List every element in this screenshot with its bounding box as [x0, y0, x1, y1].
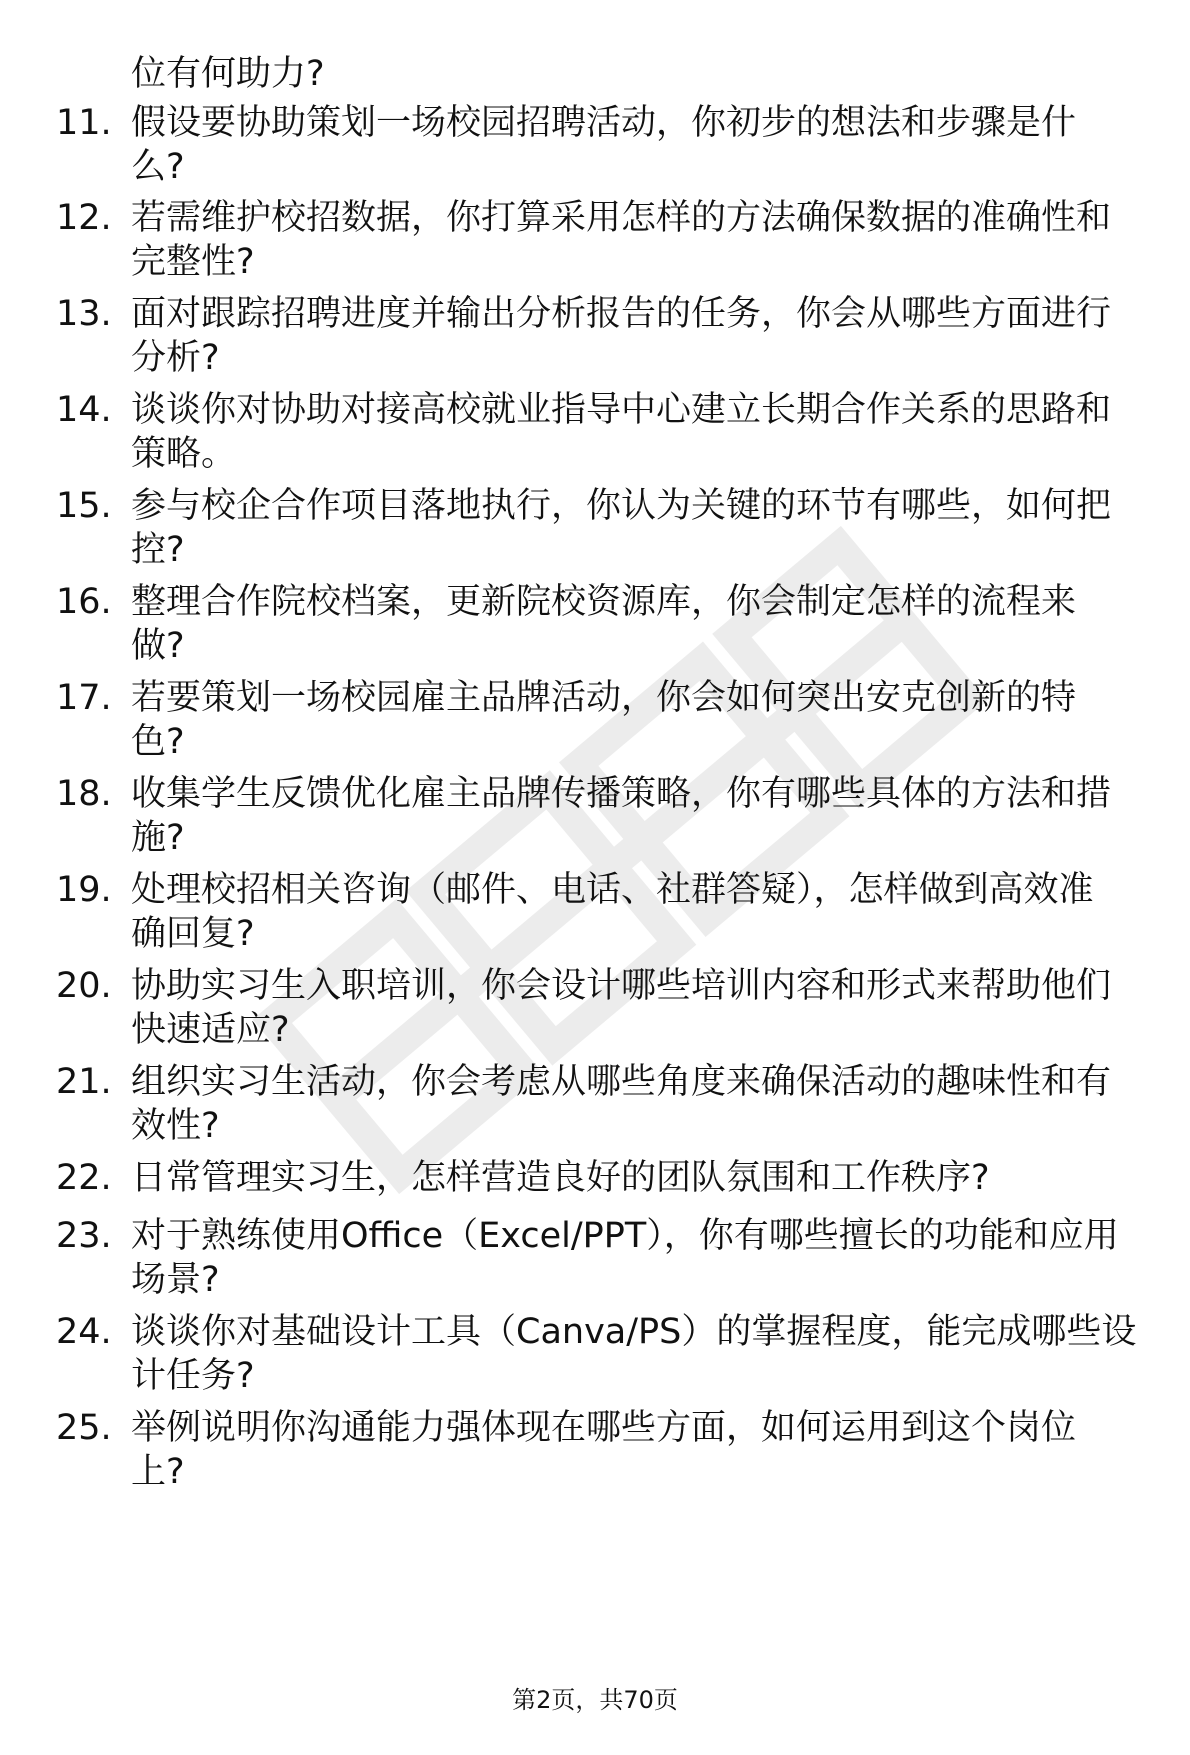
question-line: 么? [131, 147, 185, 187]
question-line: 举例说明你沟通能力强体现在哪些方面，如何运用到这个岗位 [131, 1408, 1077, 1448]
question-line: 场景? [131, 1260, 220, 1300]
question-line: 策略。 [131, 434, 237, 474]
question-line: 施? [131, 818, 185, 858]
question-line: 完整性? [131, 242, 255, 282]
question-text [131, 964, 1171, 1052]
question-line: 面对跟踪招聘进度并输出分析报告的任务，你会从哪些方面进行 [131, 294, 1112, 334]
question-line: 做? [131, 626, 185, 666]
question-line: 上? [131, 1452, 185, 1492]
question-text [131, 292, 1171, 380]
question-number: 19. [56, 870, 112, 910]
question-number: 21. [56, 1062, 112, 1102]
question-line: 组织实习生活动，你会考虑从哪些角度来确保活动的趣味性和有 [131, 1062, 1112, 1102]
question-text [131, 1060, 1171, 1148]
question-line: 谈谈你对基础设计工具（Canva/PS）的掌握程度，能完成哪些设 [131, 1312, 1137, 1352]
question-number: 16. [56, 582, 112, 622]
question-number: 20. [56, 966, 112, 1006]
question-text [131, 1156, 1171, 1200]
question-line: 日常管理实习生，怎样营造良好的团队氛围和工作秩序? [131, 1158, 990, 1198]
question-line: 收集学生反馈优化雇主品牌传播策略，你有哪些具体的方法和措 [131, 774, 1112, 814]
question-line: 谈谈你对协助对接高校就业指导中心建立长期合作关系的思路和 [131, 390, 1112, 430]
question-number: 14. [56, 390, 112, 430]
continuation-text: 位有何助力? [131, 54, 325, 94]
question-number: 23. [56, 1216, 112, 1256]
question-text [131, 388, 1171, 476]
question-number: 11. [56, 103, 112, 143]
question-text [131, 1214, 1171, 1302]
question-line: 计任务? [131, 1356, 255, 1396]
question-text [131, 868, 1171, 956]
question-number: 12. [56, 198, 112, 238]
question-number: 13. [56, 294, 112, 334]
question-line: 若要策划一场校园雇主品牌活动，你会如何突出安克创新的特 [131, 678, 1077, 718]
question-line: 对于熟练使用Office（Excel/PPT），你有哪些擅长的功能和应用 [131, 1216, 1119, 1256]
question-text [131, 580, 1171, 668]
question-text [131, 1406, 1171, 1494]
question-line: 色? [131, 722, 185, 762]
question-number: 17. [56, 678, 112, 718]
question-line: 若需维护校招数据，你打算采用怎样的方法确保数据的准确性和 [131, 198, 1112, 238]
question-line: 假设要协助策划一场校园招聘活动，你初步的想法和步骤是什 [131, 103, 1077, 143]
question-line: 效性? [131, 1106, 220, 1146]
question-line: 确回复? [131, 914, 255, 954]
question-text [131, 196, 1171, 284]
question-text [131, 484, 1171, 572]
question-number: 18. [56, 774, 112, 814]
question-number: 25. [56, 1408, 112, 1448]
question-text [131, 101, 1171, 189]
question-line: 整理合作院校档案，更新院校资源库，你会制定怎样的流程来 [131, 582, 1077, 622]
question-line: 参与校企合作项目落地执行，你认为关键的环节有哪些，如何把 [131, 486, 1112, 526]
question-line: 协助实习生入职培训，你会设计哪些培训内容和形式来帮助他们 [131, 966, 1112, 1006]
question-line: 处理校招相关咨询（邮件、电话、社群答疑），怎样做到高效准 [131, 870, 1094, 910]
page-footer: 第2页，共70页 [512, 1686, 678, 1714]
question-line: 快速适应? [131, 1010, 290, 1050]
question-line: 分析? [131, 338, 220, 378]
question-number: 24. [56, 1312, 112, 1352]
question-line: 控? [131, 530, 185, 570]
question-number: 22. [56, 1158, 112, 1198]
question-text [131, 1310, 1171, 1398]
question-number: 15. [56, 486, 112, 526]
question-text [131, 772, 1171, 860]
question-text [131, 676, 1171, 764]
